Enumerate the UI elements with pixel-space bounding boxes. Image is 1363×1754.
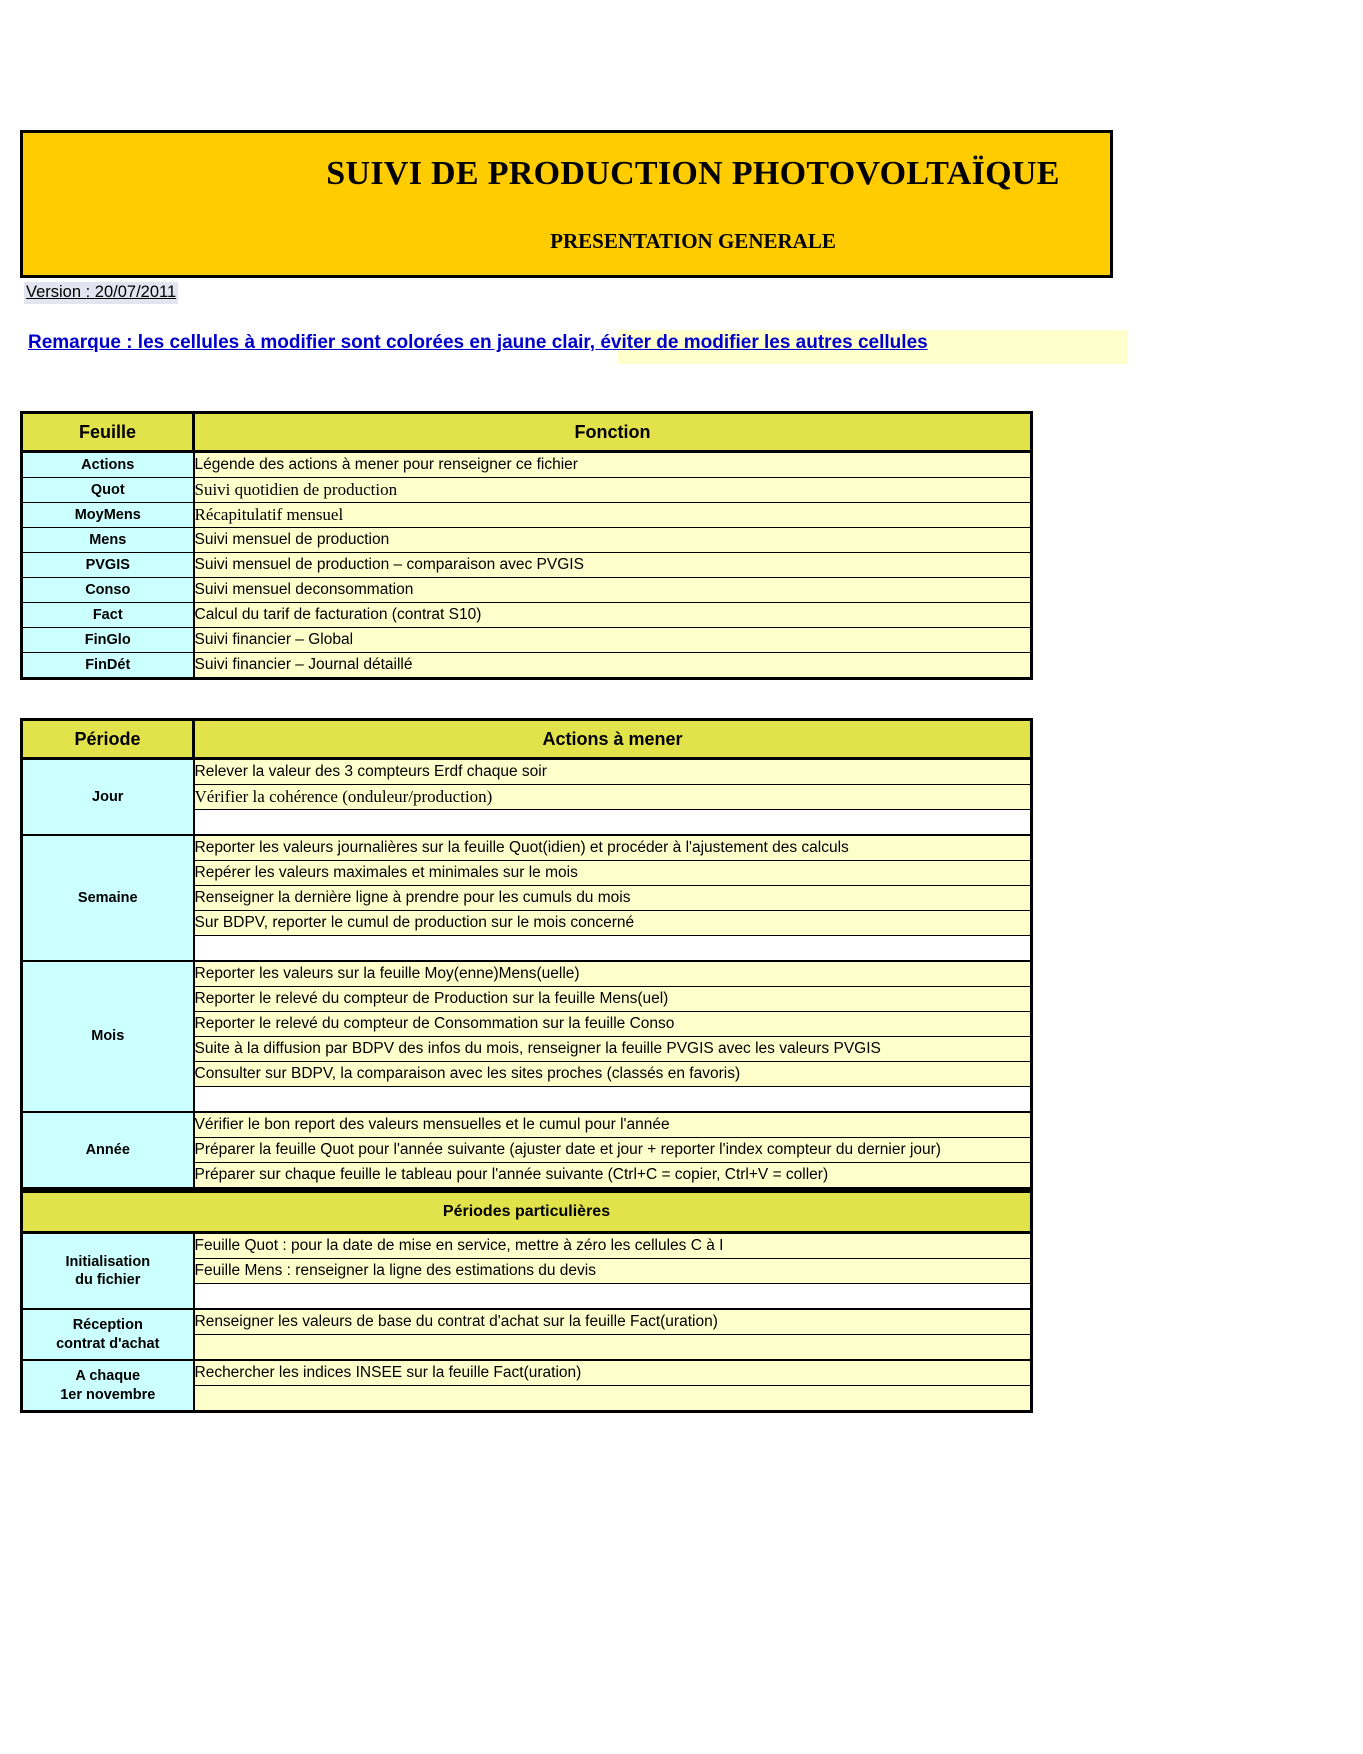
sheet-function-cell: Suivi financier – Global [194, 628, 1032, 653]
sheet-function-cell: Suivi mensuel de production – comparaison avec PVGIS [194, 553, 1032, 578]
special-period-line-2: 1er novembre [60, 1386, 156, 1403]
sheet-function-cell: Suivi quotidien de production [194, 478, 1032, 503]
sheet-name-cell: PVGIS [22, 553, 194, 578]
sheets-table-clip [20, 411, 1033, 673]
sheet-name-cell: FinGlo [22, 628, 194, 653]
action-cell: Feuille Mens : renseigner la ligne des estimations du devis [194, 1259, 1032, 1284]
sheet-name-cell: Mens [22, 528, 194, 553]
actions-header-periode: Période [22, 720, 194, 759]
sheet-name-cell: MoyMens [22, 503, 194, 528]
actions-table [20, 718, 1033, 1190]
table-row [22, 1309, 1032, 1335]
spacer-cell [194, 936, 1032, 962]
action-cell: Renseigner la dernière ligne à prendre pour les cumuls du mois [194, 886, 1032, 911]
special-periods-table [20, 1190, 1033, 1413]
spacer-cell [194, 1087, 1032, 1113]
special-periods-clip [20, 1190, 1033, 1425]
table-row [22, 1112, 1032, 1138]
action-cell [194, 1335, 1032, 1361]
page-subtitle: PRESENTATION GENERALE [550, 229, 836, 253]
action-cell: Renseigner les valeurs de base du contrat d'achat sur la feuille Fact(uration) [194, 1309, 1032, 1335]
sheets-header-fonction: Fonction [194, 413, 1032, 452]
action-cell: Sur BDPV, reporter le cumul de production sur le mois concerné [194, 911, 1032, 936]
sheet-function-cell: Suivi mensuel de production [194, 528, 1032, 553]
action-cell: Vérifier le bon report des valeurs mensuelles et le cumul pour l'année [194, 1112, 1032, 1138]
actions-table-clip [20, 718, 1033, 1183]
table-row [22, 1360, 1032, 1386]
action-cell: Préparer la feuille Quot pour l'année suivante (ajuster date et jour + reporter l'index compteur du dernier jour) [194, 1138, 1032, 1163]
special-period-name-cell [22, 1360, 194, 1412]
action-cell: Reporter les valeurs journalières sur la feuille Quot(idien) et procéder à l'ajustement des calculs [194, 835, 1032, 861]
action-cell: Suite à la diffusion par BDPV des infos du mois, renseigner la feuille PVGIS avec les valeurs PVGIS [194, 1037, 1032, 1062]
action-cell: Feuille Quot : pour la date de mise en service, mettre à zéro les cellules C à I [194, 1233, 1032, 1259]
remark-area [0, 330, 1113, 370]
period-name-cell: Mois [22, 961, 194, 1112]
table-row [22, 759, 1032, 785]
actions-header-actions: Actions à mener [194, 720, 1032, 759]
version-label: Version : 20/07/2011 [24, 282, 178, 304]
table-row [22, 653, 1032, 679]
table-row [22, 478, 1032, 503]
sheet-name-cell: FinDét [22, 653, 194, 679]
action-cell: Rechercher les indices INSEE sur la feuille Fact(uration) [194, 1360, 1032, 1386]
sheet-function-cell: Suivi mensuel deconsommation [194, 578, 1032, 603]
actions-header-row [22, 720, 1032, 759]
table-row [22, 961, 1032, 987]
table-row [22, 503, 1032, 528]
table-row [22, 1233, 1032, 1259]
spacer-cell [194, 1284, 1032, 1310]
special-period-name-cell [22, 1309, 194, 1360]
special-period-name-cell [22, 1233, 194, 1310]
action-cell: Préparer sur chaque feuille le tableau pour l'année suivante (Ctrl+C = copier, Ctrl+V = coller) [194, 1163, 1032, 1189]
period-name-cell: Semaine [22, 835, 194, 961]
special-period-line-2: contrat d'achat [56, 1335, 160, 1352]
action-cell: Reporter le relevé du compteur de Production sur la feuille Mens(uel) [194, 987, 1032, 1012]
sheet-name-cell: Conso [22, 578, 194, 603]
period-name-cell: Jour [22, 759, 194, 836]
table-row [22, 603, 1032, 628]
table-row [22, 578, 1032, 603]
action-cell: Vérifier la cohérence (onduleur/production) [194, 785, 1032, 810]
action-cell [194, 1386, 1032, 1412]
page-title: SUIVI DE PRODUCTION PHOTOVOLTAÏQUE [326, 155, 1060, 192]
special-period-line-1: Initialisation [65, 1253, 151, 1270]
sheet-name-cell: Quot [22, 478, 194, 503]
period-name-cell: Année [22, 1112, 194, 1189]
action-cell: Relever la valeur des 3 compteurs Erdf chaque soir [194, 759, 1032, 785]
table-row [22, 452, 1032, 478]
table-row [22, 835, 1032, 861]
sheet-name-cell: Actions [22, 452, 194, 478]
sheets-header-row [22, 413, 1032, 452]
sheets-table [20, 411, 1033, 680]
title-banner [20, 130, 1113, 278]
action-cell: Reporter le relevé du compteur de Consommation sur la feuille Conso [194, 1012, 1032, 1037]
table-row [22, 528, 1032, 553]
sheets-header-feuille: Feuille [22, 413, 194, 452]
action-cell: Consulter sur BDPV, la comparaison avec les sites proches (classés en favoris) [194, 1062, 1032, 1087]
action-cell: Reporter les valeurs sur la feuille Moy(enne)Mens(uelle) [194, 961, 1032, 987]
special-periods-band-row [22, 1192, 1032, 1233]
sheet-function-cell: Légende des actions à mener pour renseigner ce fichier [194, 452, 1032, 478]
sheet-name-cell: Fact [22, 603, 194, 628]
remark-text: Remarque : les cellules à modifier sont colorées en jaune clair, éviter de modifier les autres cellules [28, 332, 928, 353]
special-periods-title: Périodes particulières [22, 1192, 1032, 1233]
table-row [22, 553, 1032, 578]
action-cell: Repérer les valeurs maximales et minimales sur le mois [194, 861, 1032, 886]
sheet-function-cell: Récapitulatif mensuel [194, 503, 1032, 528]
special-period-line-1: Réception [72, 1317, 143, 1334]
special-period-line-1: A chaque [75, 1368, 141, 1385]
table-row [22, 628, 1032, 653]
sheet-function-cell: Calcul du tarif de facturation (contrat S10) [194, 603, 1032, 628]
sheet-function-cell: Suivi financier – Journal détaillé [194, 653, 1032, 679]
special-period-line-2: du fichier [75, 1272, 141, 1288]
spacer-cell [194, 810, 1032, 836]
